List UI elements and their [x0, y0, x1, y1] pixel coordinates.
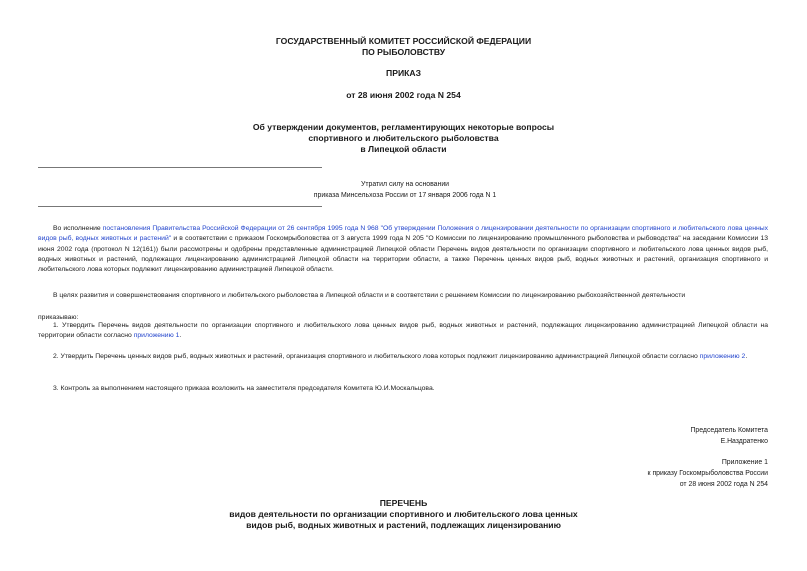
org-name-line1: ГОСУДАРСТВЕННЫЙ КОМИТЕТ РОССИЙСКОЙ ФЕДЕРАЦИИ [275, 36, 532, 46]
doc-type: ПРИКАЗ [386, 68, 421, 78]
appendix-ref-line2: к приказу Госкомрыболовства России [647, 470, 768, 477]
appendix-title-line1: ПЕРЕЧЕНЬ [379, 498, 428, 508]
order-item-2 [38, 352, 768, 362]
order-item-3: 3. Контроль за выполнением настоящего приказа возложить на заместителя председателя Комитета Ю.И.Москальцова. [53, 385, 435, 392]
order-item-1-end: . [179, 332, 182, 340]
status-note-line2: приказа Минсельхоза России от 17 января 2006 года N 1 [313, 192, 497, 199]
purpose-paragraph: В целях развития и совершенствования спортивного и любительского рыболовства в Липецкой области и в соответствии с решением Комиссии по лицензированию рыбохозяйственной деятельности [53, 292, 686, 299]
signature-name: Е.Наздратенко [720, 438, 768, 445]
order-item-1-text: 1. Утвердить Перечень видов деятельности по организации спортивного и любительского лова ценных видов рыб, водных животных и растений, подлежащих лицензированию администрацией Липецкой области на территории области согласно [38, 322, 768, 340]
doc-title-line2: спортивного и любительского рыболовства [308, 133, 499, 143]
appendix-2-link[interactable]: приложению 2 [699, 353, 746, 360]
appendix-ref-line3: от 28 июня 2002 года N 254 [679, 481, 768, 488]
order-item-1 [38, 321, 768, 342]
divider-top [38, 167, 322, 168]
government-decree-link[interactable]: постановления Правительства Российской Федерации от 26 сентября 1995 года N 968 "Об утверждении Положения о лицензировании деятельности по организации спортивного и любительского лова ценных видов рыб, водных животных и растений" [38, 225, 768, 243]
preamble-rest: и в соответствии с приказом Госкомрыболовства от 3 августа 1999 года N 205 "О Комиссии по лицензированию промышленного рыболовства и рыбоводства" на заседании Комиссии 13 июня 2002 года (протокол N 12(161)) были рассмотрены и одобрены представленные администрацией Липецкой области Перечень видов деятельности по организации спортивного и любительского лова ценных видов рыб, водных животных и растений, подлежащих лицензированию администрацией Липецкой области на территории области, а также Перечень ценных видов рыб, водных животных и растений, организация спортивного и любительского лова которых подлежит лицензированию администрацией Липецкой области. [38, 235, 769, 274]
divider-bottom [38, 206, 322, 207]
order-word: приказываю: [38, 314, 79, 321]
order-item-2-end: . [745, 353, 748, 360]
org-name-line2: ПО РЫБОЛОВСТВУ [361, 47, 446, 57]
doc-title-line3: в Липецкой области [360, 144, 447, 154]
signature-position: Председатель Комитета [690, 427, 768, 434]
appendix-title-line2: видов деятельности по организации спортивного и любительского лова ценных [229, 509, 578, 519]
doc-date: от 28 июня 2002 года N 254 [346, 90, 461, 100]
preamble-prefix: Во исполнение [53, 225, 103, 232]
doc-title-line1: Об утверждении документов, регламентирующих некоторые вопросы [252, 122, 555, 132]
order-item-2-text: 2. Утвердить Перечень ценных видов рыб, водных животных и растений, организация спортивного и любительского лова которых подлежит лицензированию администрацией Липецкой области согласно [53, 353, 700, 360]
appendix-title-line3: видов рыб, водных животных и растений, подлежащих лицензированию [246, 520, 561, 530]
status-note-line1: Утратил силу на основании [360, 181, 450, 188]
preamble-paragraph [38, 224, 768, 275]
appendix-ref-line1: Приложение 1 [721, 459, 768, 466]
appendix-1-link[interactable]: приложению 1 [133, 332, 180, 340]
